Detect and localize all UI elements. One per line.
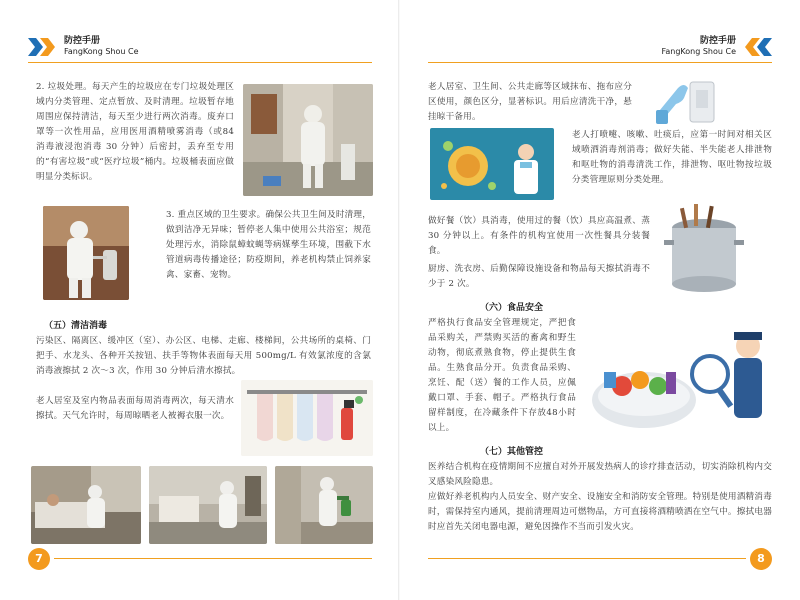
header-title-cn: 防控手册 xyxy=(699,36,736,46)
page-number: 7 xyxy=(28,548,50,570)
paragraph-food-safety: 严格执行食品安全管理规定，严把食品采购关，严禁购买活的畜禽和野生动物，彻底煮熟食物，停止提供生食品。生熟食品分开。负责食品采购、烹饪、配（送）餐的工作人员，应佩戴口罩、手套、帽子。严格执行食品留样制度，在冷藏条件下存放48小时以上。 xyxy=(428,318,576,433)
header-title-en: FangKong Shou Ce xyxy=(661,47,736,56)
illustration-steaming-pot xyxy=(662,200,746,298)
paragraph-room-cleaning: 老人居室及室内物品表面每周消毒两次，每天清水擦拭。天气允许时，每周晾晒老人被褥衣服一次。 xyxy=(36,396,234,421)
paragraph-sneeze-disinfection: 老人打喷嚏、咳嗽、吐痰后，应第一时间对相关区域喷洒消毒剂消毒；做好失能、半失能老人排泄物和呕吐物的消毒清洗工作，排泄物、呕吐物按垃圾分类管理原则分类处理。 xyxy=(572,130,772,185)
chevron-left-icon xyxy=(742,38,772,56)
header-title-en: FangKong Shou Ce xyxy=(64,47,139,56)
paragraph-other-controls-2: 应做好养老机构内人员安全、财产安全、设施安全和消防安全管理。特别是使用酒精消毒时，需保持室内通风，提前清理周边可燃物品，方可直接将酒精喷洒在空气中。擦拭电器时应首先关闭电器电源，避免因操作不当而引发火灾。 xyxy=(428,492,772,532)
illustration-virus-doctor xyxy=(430,128,554,200)
header-divider xyxy=(28,62,372,63)
chevron-right-icon xyxy=(28,38,58,56)
illustration-towels-spray xyxy=(241,380,373,456)
illustration-glove-switch xyxy=(650,74,724,128)
paragraph-garbage: 2. 垃圾处理。每天产生的垃圾应在专门垃圾处理区域内分类管理、定点暂放、及时清理。垃圾暂存地周围应保持清洁，每天至少进行两次消毒。废弃口罩等一次性用品，应用医用酒精喷雾消毒（或84 消毒液浸泡消毒 30 分钟）后密封，丢弃至专用的“有害垃圾”或“医疗垃圾”桶内。垃圾桶表面应做明显分类标识。 xyxy=(36,82,234,182)
header-title-cn: 防控手册 xyxy=(64,36,101,46)
photo-disinfecting-hallway xyxy=(243,84,373,196)
page-number: 8 xyxy=(750,548,772,570)
paragraph-surface-disinfection: 污染区、隔离区、缓冲区（室）、办公区、电梯、走廊、楼梯间，公共场所的桌椅、门把手、水龙头、各种开关按钮、扶手等物体表面每天用 500mg/L 有效氯浓度的含氯消毒液擦拭 2 次～3 次，作用 30 分钟后清水擦拭。 xyxy=(36,336,371,376)
footer-divider xyxy=(54,558,372,559)
photo-protective-suit xyxy=(43,206,129,300)
photo-caregiver-bedside xyxy=(31,466,141,544)
illustration-food-inspector xyxy=(582,316,776,438)
paragraph-tableware-disinfection: 做好餐（饮）具消毒，使用过的餐（饮）具应高温煮、蒸 30 分钟以上。有条件的机构宜使用一次性餐具分装餐食。 xyxy=(428,216,650,256)
header-title xyxy=(661,36,736,57)
right-page xyxy=(400,0,800,600)
paragraph-towel-zoning: 老人居室、卫生间、公共走廊等区域抹布、拖布应分区使用，颜色区分，显著标识。用后应清洗干净，悬挂晾干备用。 xyxy=(428,82,632,122)
paragraph-key-area-hygiene: 3. 重点区域的卫生要求。确保公共卫生间及时清理，做到洁净无异味；暂停老人集中使用公共浴室；规范处理污水，消除鼠蟑蚊蝇等病媒孳生环境，围截下水管道病毒传播途径；防疫期间，养老机构禁止饲养家禽、家畜、宠物。 xyxy=(166,210,371,280)
section-title-cleaning: （五）清洁消毒 xyxy=(44,321,108,331)
photo-spraying-corridor xyxy=(275,466,373,544)
header-title xyxy=(64,36,139,57)
footer-divider xyxy=(428,558,746,559)
photo-cleaning-room xyxy=(149,466,267,544)
section-title-food-safety: （六）食品安全 xyxy=(480,303,544,313)
header-divider xyxy=(428,62,772,63)
section-title-other-controls: （七）其他管控 xyxy=(480,447,544,457)
paragraph-other-controls-1: 医养结合机构在疫情期间不应擅自对外开展发热病人的诊疗排查活动，切实消除机构内交叉感染风险隐患。 xyxy=(428,462,772,487)
paragraph-kitchen-wipe: 厨房、洗衣房、后勤保障设施设备和物品每天擦拭消毒不少于 2 次。 xyxy=(428,264,650,289)
